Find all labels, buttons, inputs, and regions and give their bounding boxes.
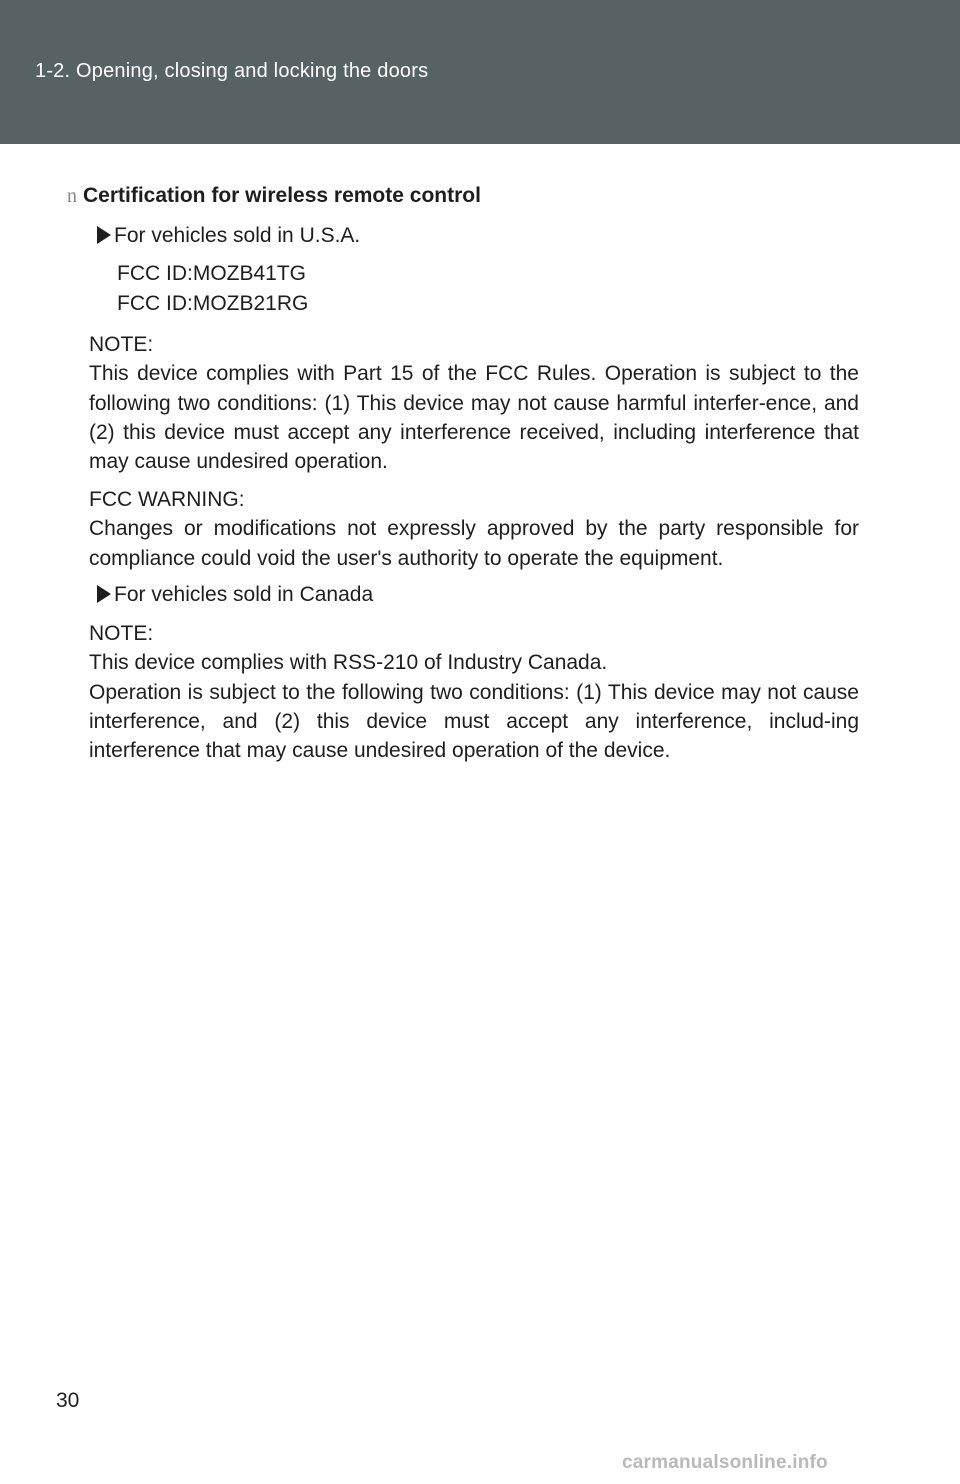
usa-subheading-text: For vehicles sold in U.S.A.	[114, 224, 361, 247]
usa-note	[89, 330, 859, 476]
fcc-id-line: FCC ID:MOZB21RG	[117, 292, 309, 315]
fcc-warning-title: FCC WARNING:	[89, 488, 245, 511]
canada-subheading-text: For vehicles sold in Canada	[114, 583, 374, 606]
usa-note-title: NOTE:	[89, 333, 154, 356]
certification-heading	[67, 184, 481, 208]
canada-subheading	[97, 583, 373, 607]
fcc-warning	[89, 485, 859, 573]
arrow-right-icon	[97, 226, 111, 244]
fcc-id-line: FCC ID:MOZB41TG	[117, 262, 307, 285]
usa-subheading	[97, 224, 360, 248]
usa-note-text: This device complies with Part 15 of the FCC Rules. Operation is subject to the following two conditions: (1) This device may not cause harmful interfer-ence, and (2) this device must accept any interference received, including interference that may cause undesired operation.	[89, 362, 859, 474]
fcc-warning-text: Changes or modifications not expressly approved by the party responsible for compliance could void the user's authority to operate the equipment.	[89, 517, 859, 570]
certification-heading-text: Certification for wireless remote control	[83, 184, 481, 207]
page-number: 30	[56, 1389, 80, 1412]
section-title: 1-2. Opening, closing and locking the doors	[35, 60, 429, 82]
canada-note	[89, 619, 859, 765]
arrow-right-icon	[97, 585, 111, 603]
canada-note-text: Operation is subject to the following two conditions: (1) This device may not cause interference, and (2) this device must accept any interference, includ-ing interference that may cause undesired operation of the device.	[89, 680, 859, 763]
square-bullet-icon: n	[67, 185, 77, 207]
watermark: carmanualsonline.info	[622, 1452, 828, 1473]
canada-note-title: NOTE:	[89, 622, 154, 645]
page-header	[0, 0, 960, 144]
canada-note-line: This device complies with RSS-210 of Industry Canada.	[89, 651, 608, 675]
